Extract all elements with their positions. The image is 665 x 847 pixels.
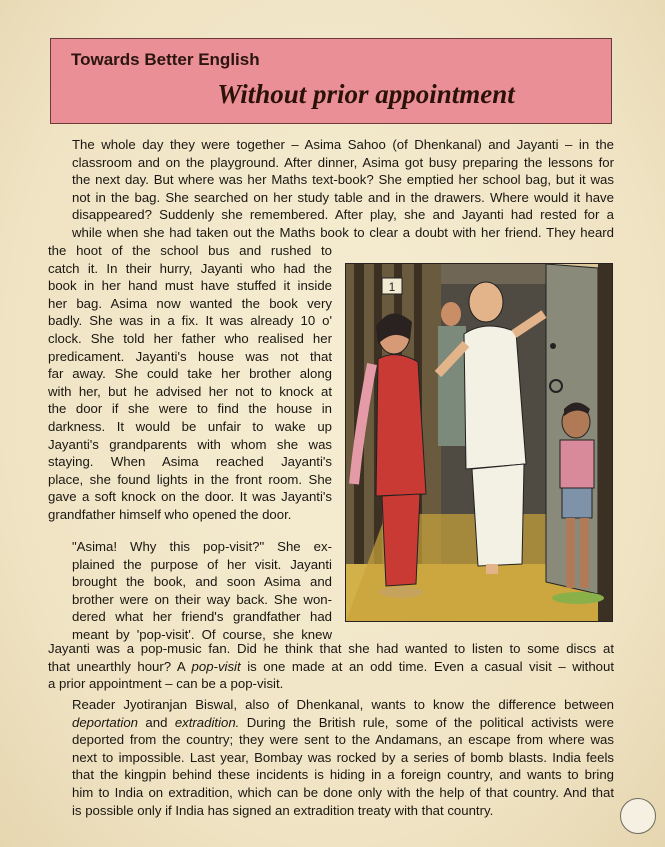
story-illustration	[345, 263, 613, 622]
p1-narrow-line: darkness. It would be unfair to wake up	[48, 418, 332, 434]
p4-text: and	[138, 714, 175, 730]
paragraph-2-continued	[48, 640, 614, 693]
logo-stamp	[620, 798, 656, 834]
term-pop-visit: pop-visit	[191, 658, 241, 674]
term-deportation: deportation	[72, 714, 138, 730]
p1-narrow-line: the hoot of the school bus and rushed to	[48, 243, 332, 258]
paragraph-3	[48, 696, 614, 819]
p3-line: Jayanti was a pop-music fan. Did he think that she had wanted to listen to some discs at	[48, 641, 614, 656]
door-number: 1	[388, 280, 396, 294]
p1-narrow-line: place, she found lights in the front room. She	[48, 471, 332, 487]
p3-line: a prior appointment – can be a pop-visit.	[48, 676, 284, 692]
term-extradition: extradition.	[174, 714, 240, 730]
p1-narrow-line: predicament. Jayanti's house was not that	[48, 348, 332, 364]
column-header-box	[50, 38, 612, 124]
p1-narrow-line: Jayanti's grandparents with whom she was	[48, 436, 332, 452]
p4-line: that the kingpin behind these incidents is hiding in a foreign country, and wants to bring	[72, 767, 614, 783]
p4-text: During the British rule, some of the political activists were	[239, 714, 614, 730]
p1-narrow-line: the door if she were to find the house in	[48, 401, 332, 417]
p1-narrow-line: clock. She told her father who realised her	[48, 330, 332, 346]
p4-line: is possible only if India has signed an extradition treaty with that country.	[72, 802, 494, 818]
p1-line: not in the bag. She searched on her study table and in the drawers. Where would it have	[72, 189, 614, 205]
p4-line: him to India on extradition, which can be done only with the help of that country. And that	[72, 784, 614, 800]
p1-line: disappeared? Suddenly she remembered. After play, she and Jayanti had rested for a	[72, 207, 614, 223]
p1-narrow-line: her bag. Asima now wanted the book very	[48, 295, 332, 311]
paragraph-1-continued	[48, 242, 332, 524]
p2-line: meant by 'pop-visit'. Of course, she knew	[72, 626, 332, 642]
article-title: Without prior appointment	[217, 79, 515, 109]
paragraph-1	[48, 136, 614, 242]
p4-line: next to impossible. Last year, Bombay was rocked by a series of bomb blasts. India feels	[72, 749, 614, 765]
p1-line: while when she had taken out the Maths book to clear a doubt with her friend. They heard	[72, 224, 614, 240]
p4-line: deported from the country; they were sent to the Andamans, an escape from where was	[72, 732, 614, 748]
p2-line: brother were on their way back. She won-	[72, 591, 332, 607]
p4-line	[48, 714, 614, 732]
p3-text: that unearthly hour? A	[48, 658, 192, 674]
p1-narrow-line: gave a soft knock on the door. It was Jayanti's	[48, 489, 332, 505]
p3-line	[48, 658, 614, 676]
p2-line: brought the book, and soon Asima and	[72, 574, 332, 590]
p1-narrow-line: with her, but he advised her not to knock at	[48, 383, 332, 399]
p1-narrow-line: grandfather himself who opened the door.	[48, 506, 292, 522]
paragraph-2	[48, 538, 332, 644]
p2-line: "Asima! Why this pop-visit?" She ex-	[72, 539, 332, 554]
p1-narrow-line: badly. She was in a fix. It was already 10 o'	[48, 313, 332, 329]
p1-narrow-line: catch it. In their hurry, Jayanti who had the	[48, 260, 332, 276]
p1-narrow-line: staying. When Asima reached Jayanti's	[48, 454, 332, 470]
doorway-scene-image	[346, 264, 612, 621]
p2-line: plained the purpose of her visit. Jayanti	[72, 556, 332, 572]
p1-line: The whole day they were together – Asima Sahoo (of Dhenkanal) and Jayanti – in the	[72, 137, 614, 152]
p1-narrow-line: book in her hand must have stuffed it inside	[48, 278, 332, 294]
p1-line: the next day. But where was her Maths text-book? She emptied her school bag, but it was	[72, 172, 614, 188]
p1-line: classroom and on the playground. After dinner, Asima got busy preparing the lessons for	[72, 154, 614, 170]
p4-line: Reader Jyotiranjan Biswal, also of Dhenkanal, wants to know the difference between	[72, 697, 614, 712]
series-title: Towards Better English	[71, 50, 260, 69]
p3-text: is one made at an odd time. Even a casual visit – without	[240, 658, 614, 674]
p2-line: dered what her friend's grandfather had	[72, 609, 332, 625]
p1-narrow-line: far away. She could take her brother along	[48, 366, 332, 382]
